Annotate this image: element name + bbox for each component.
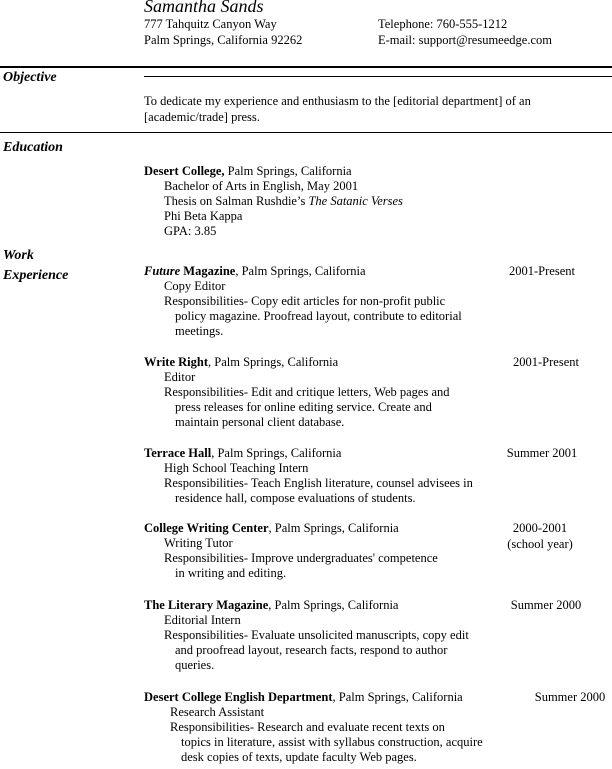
job-org-line: [144, 598, 398, 613]
job-org: Terrace Hall: [144, 446, 212, 460]
education-school-line: [144, 164, 352, 179]
job-org-italic: Future: [144, 264, 181, 278]
job-org-line: [144, 690, 463, 705]
job-resp: press releases for online editing service. Create and: [175, 400, 432, 414]
job-resp: Responsibilities- Teach English literature, counsel advisees in: [164, 476, 473, 490]
school-name: Desert College,: [144, 164, 225, 178]
job-resp: residence hall, compose evaluations of students.: [175, 491, 416, 505]
job-org: Write Right: [144, 355, 208, 369]
job-date: Summer 2000: [534, 690, 606, 704]
objective-line-2: [academic/trade] press.: [144, 110, 260, 124]
education-honor: Phi Beta Kappa: [164, 209, 243, 223]
email: E-mail: support@resumeedge.com: [378, 33, 552, 47]
job-resp: maintain personal client database.: [175, 415, 345, 429]
job-location: , Palm Springs, California: [208, 355, 339, 369]
telephone: Telephone: 760-555-1212: [378, 17, 508, 31]
job-resp: Responsibilities- Research and evaluate recent texts on: [170, 720, 445, 734]
job-org-line: [144, 355, 338, 370]
header-rule: [0, 66, 612, 68]
address-line-2: Palm Springs, California 92262: [144, 33, 303, 47]
job-resp: queries.: [175, 658, 215, 672]
job-date: Summer 2000: [510, 598, 582, 612]
job-org-line: [144, 446, 341, 461]
address-line-1: 777 Tahquitz Canyon Way: [144, 17, 277, 31]
education-heading: Education: [3, 140, 63, 155]
job-org: Magazine: [180, 264, 236, 278]
job-location: , Palm Springs, California: [268, 598, 399, 612]
objective-heading: Objective: [3, 70, 57, 85]
education-gpa: GPA: 3.85: [164, 224, 217, 238]
job-title: High School Teaching Intern: [164, 461, 309, 475]
job-resp: Responsibilities- Copy edit articles for non-profit public: [164, 294, 446, 308]
job-org: The Literary Magazine: [144, 598, 269, 612]
work-heading-2: Experience: [3, 268, 69, 283]
education-rule: [0, 132, 612, 133]
job-title: Copy Editor: [164, 279, 226, 293]
job-title: Editor: [164, 370, 196, 384]
job-resp: desk copies of texts, update faculty Web pages.: [181, 750, 417, 764]
job-org: Desert College English Department: [144, 690, 333, 704]
job-title: Writing Tutor: [164, 536, 233, 550]
job-location: , Palm Springs, California: [268, 521, 399, 535]
job-resp: policy magazine. Proofread layout, contribute to editorial: [175, 309, 462, 323]
thesis-prefix: Thesis on Salman Rushdie’s: [164, 194, 309, 208]
job-org-line: [144, 264, 366, 279]
job-resp: Responsibilities- Evaluate unsolicited manuscripts, copy edit: [164, 628, 469, 642]
school-location: Palm Springs, California: [224, 164, 352, 178]
job-date-note: (school year): [507, 537, 573, 551]
objective-rule: [144, 76, 612, 77]
job-org-line: [144, 521, 399, 536]
job-date: Summer 2001: [506, 446, 578, 460]
thesis-title: The Satanic Verses: [308, 194, 403, 208]
job-resp: in writing and editing.: [175, 566, 287, 580]
job-date: 2001-Present: [513, 355, 579, 369]
job-location: , Palm Springs, California: [332, 690, 463, 704]
job-location: , Palm Springs, California: [235, 264, 366, 278]
education-thesis: [164, 194, 403, 209]
education-degree: Bachelor of Arts in English, May 2001: [164, 179, 359, 193]
job-location: , Palm Springs, California: [211, 446, 342, 460]
job-title: Research Assistant: [170, 705, 265, 719]
job-title: Editorial Intern: [164, 613, 241, 627]
candidate-name: Samantha Sands: [144, 0, 264, 16]
job-date: 2000-2001: [512, 521, 568, 535]
job-resp: and proofread layout, research facts, respond to author: [175, 643, 448, 657]
work-heading-1: Work: [3, 248, 34, 263]
job-date: 2001-Present: [509, 264, 575, 278]
job-org: College Writing Center: [144, 521, 269, 535]
job-resp: topics in literature, assist with syllabus construction, acquire: [181, 735, 483, 749]
job-resp: Responsibilities- Edit and critique letters, Web pages and: [164, 385, 450, 399]
objective-line-1: To dedicate my experience and enthusiasm to the [editorial department] of an: [144, 94, 531, 108]
job-resp: meetings.: [175, 324, 224, 338]
job-resp: Responsibilities- Improve undergraduates' competence: [164, 551, 438, 565]
